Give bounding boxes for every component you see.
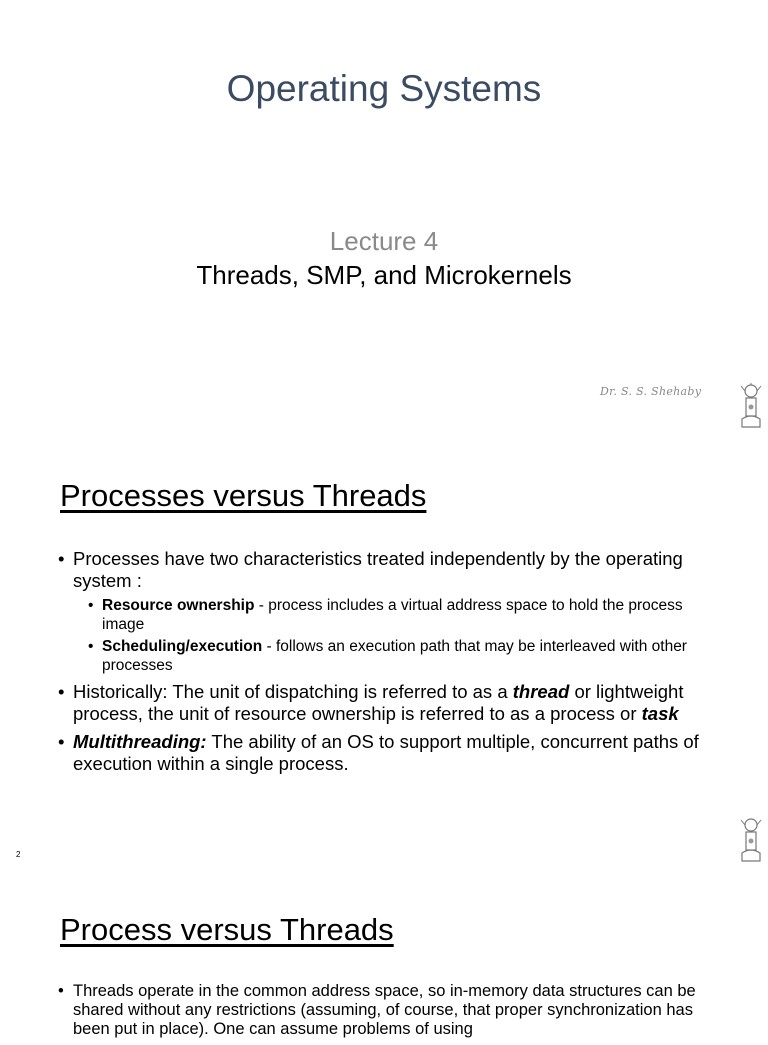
list-item: • Processes have two characteristics treated independently by the operating system : • Resource ownership - process includes a virtual address space to hold the process image • Scheduling/execution - follows an execution path that may be interleaved with other processes	[58, 548, 723, 675]
list-item: • Scheduling/execution - follows an execution path that may be interleaved with other processes	[88, 637, 723, 675]
bullet-list	[58, 548, 723, 781]
lecture-subtitle: Threads, SMP, and Microkernels	[196, 260, 572, 290]
content-slide-process-vs-threads	[0, 868, 768, 1038]
list-item: • Threads operate in the common address space, so in-memory data structures can be shared without any restrictions (assuming, of course, that proper synchronization has been put in place). One can assume problems of using	[58, 982, 723, 1039]
content-slide-processes-vs-threads	[0, 434, 768, 868]
title-slide	[0, 0, 768, 434]
slide-title: Process versus Threads	[60, 912, 394, 947]
page-title: Operating Systems	[226, 68, 542, 109]
slide-title: Processes versus Threads	[60, 478, 427, 513]
university-logo-icon	[738, 817, 764, 865]
bullet-list	[58, 982, 723, 1045]
page-number: 2	[16, 850, 21, 859]
list-item: • Historically: The unit of dispatching is referred to as a thread or lightweight process, the unit of resource ownership is referred to as a process or task	[58, 681, 723, 725]
lecture-number: Lecture 4	[329, 226, 439, 256]
sub-bullet-list	[88, 596, 723, 675]
university-logo-icon	[738, 383, 764, 431]
author-signature: Dr. S. S. Shehaby	[600, 385, 702, 398]
list-item: • Multithreading: The ability of an OS to support multiple, concurrent paths of execution within a single process.	[58, 731, 723, 775]
list-item: • Resource ownership - process includes a virtual address space to hold the process image	[88, 596, 723, 634]
